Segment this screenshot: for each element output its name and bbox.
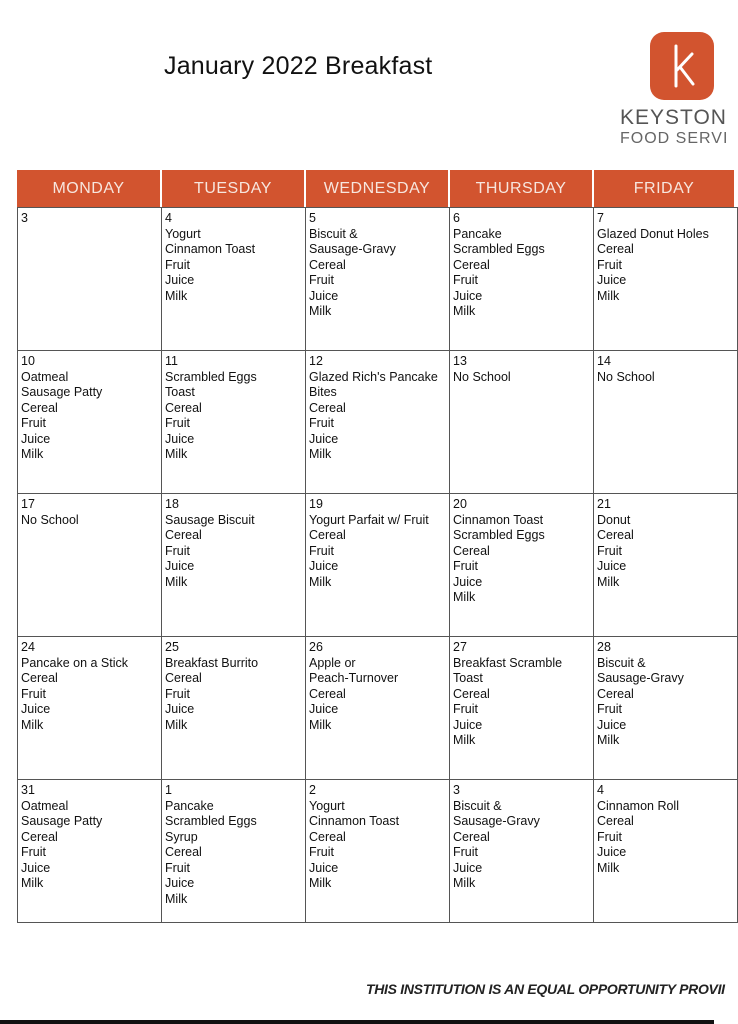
menu-item: Sausage-Gravy [309, 242, 396, 256]
menu-item: Cinnamon Toast [165, 242, 256, 256]
menu-item: Fruit [453, 559, 478, 573]
menu-item: Toast [453, 671, 483, 685]
menu-item: No School [453, 369, 511, 384]
menu-item: Cereal [453, 543, 490, 558]
logo-mark-icon [650, 32, 714, 100]
menu-item: Yogurt Parfait w/ Fruit [309, 512, 429, 527]
menu-item: Sausage-Gravy [453, 814, 540, 828]
menu-item: Cinnamon Roll [597, 798, 679, 813]
menu-item: Fruit [597, 702, 622, 716]
menu-item: Cinnamon Toast [309, 814, 400, 828]
menu-item: Milk [165, 574, 188, 589]
menu-item: No School [21, 512, 79, 527]
menu-item: Milk [21, 717, 44, 732]
menu-item: Fruit [165, 686, 190, 701]
brand-name: KEYSTON [620, 106, 727, 129]
day-number: 20 [453, 497, 467, 511]
menu-item: Cereal [309, 400, 346, 415]
menu-item: Biscuit & [597, 655, 646, 670]
menu-item: Bites [309, 385, 337, 399]
day-number: 10 [21, 354, 35, 368]
day-number: 1 [165, 783, 172, 797]
menu-item: Cinnamon Toast [453, 512, 544, 527]
page-bottom-bar [0, 1020, 714, 1024]
day-number: 4 [165, 211, 172, 225]
menu-item: Fruit [453, 845, 478, 859]
menu-item: Glazed Donut Holes [597, 226, 709, 241]
menu-item: Breakfast Burrito [165, 655, 259, 670]
menu-item: Cereal [165, 845, 202, 859]
menu-item: Fruit [597, 543, 622, 558]
menu-item: Fruit [165, 257, 190, 272]
menu-item: Cereal [21, 829, 58, 844]
menu-item: Yogurt [309, 798, 345, 813]
day-number: 6 [453, 211, 460, 225]
menu-item: Cereal [453, 829, 490, 844]
menu-item: Juice [597, 845, 627, 859]
menu-item: Cereal [597, 814, 634, 828]
menu-item: Cereal [597, 686, 634, 701]
menu-item: Fruit [21, 686, 46, 701]
day-number: 11 [165, 354, 178, 368]
menu-item: Peach-Turnover [309, 671, 399, 685]
day-cell [449, 493, 594, 637]
menu-item: Yogurt [165, 226, 201, 241]
day-cell [161, 350, 306, 494]
menu-item: Cereal [597, 242, 634, 256]
day-cell [449, 207, 594, 351]
menu-item: Milk [597, 860, 620, 875]
menu-item: Juice [165, 559, 195, 573]
menu-item: Scrambled Eggs [453, 528, 545, 542]
menu-item: Cereal [453, 257, 490, 272]
day-cell [17, 493, 162, 637]
day-cell [449, 350, 594, 494]
menu-item: Milk [165, 288, 188, 303]
menu-item: Juice [597, 717, 627, 732]
menu-item: Sausage Biscuit [165, 512, 255, 527]
day-number: 18 [165, 497, 179, 511]
menu-item: Fruit [21, 845, 46, 859]
menu-item: Milk [309, 574, 332, 589]
day-number: 28 [597, 640, 611, 654]
menu-item: Milk [309, 304, 332, 318]
menu-item: Oatmeal [21, 798, 69, 813]
menu-item: Biscuit & [453, 798, 502, 813]
menu-item: Juice [453, 288, 483, 303]
menu-item: Juice [453, 717, 483, 732]
menu-item: Juice [165, 876, 195, 890]
day-number: 14 [597, 354, 611, 368]
menu-item: Milk [309, 717, 332, 732]
menu-item: Breakfast Scramble [453, 655, 563, 670]
day-number: 25 [165, 640, 179, 654]
menu-item: Juice [165, 431, 195, 446]
menu-item: Cereal [165, 400, 202, 415]
menu-item: Fruit [597, 257, 622, 272]
menu-item: Juice [309, 860, 339, 875]
menu-item: Milk [21, 876, 44, 890]
menu-item: Glazed Rich's Pancake [309, 369, 438, 384]
day-cell [593, 350, 738, 494]
menu-item: Sausage-Gravy [597, 671, 684, 685]
menu-item: Cereal [309, 686, 346, 701]
day-number: 5 [309, 211, 316, 225]
menu-item: Juice [165, 702, 195, 716]
menu-item: Juice [165, 273, 195, 287]
menu-item: Milk [453, 876, 476, 890]
menu-item: Milk [453, 590, 476, 604]
day-number: 12 [309, 354, 323, 368]
day-cell [593, 636, 738, 780]
menu-item: Cereal [597, 528, 634, 542]
menu-item: Scrambled Eggs [165, 369, 257, 384]
day-number: 19 [309, 497, 323, 511]
day-cell [17, 350, 162, 494]
day-number: 7 [597, 211, 604, 225]
equal-opportunity-statement: THIS INSTITUTION IS AN EQUAL OPPORTUNITY PROVII [366, 981, 725, 997]
menu-item: Scrambled Eggs [453, 242, 545, 256]
menu-item: Juice [309, 702, 339, 716]
day-cell [305, 493, 450, 637]
logo-k-icon [650, 32, 714, 100]
menu-item: Milk [309, 876, 332, 890]
menu-item: Juice [453, 574, 483, 589]
menu-item: Fruit [165, 416, 190, 430]
day-number: 31 [21, 783, 35, 797]
weekday-header: TUESDAY [162, 170, 304, 207]
menu-item: Cereal [309, 829, 346, 844]
menu-item: Biscuit & [309, 226, 358, 241]
day-cell [161, 636, 306, 780]
day-number: 21 [597, 497, 611, 511]
day-cell [449, 636, 594, 780]
menu-item: Fruit [21, 416, 46, 430]
menu-item: No School [597, 369, 655, 384]
day-cell [305, 207, 450, 351]
menu-item: Juice [309, 559, 339, 573]
menu-item: Fruit [309, 273, 334, 287]
menu-item: Juice [453, 860, 483, 875]
menu-item: Fruit [453, 273, 478, 287]
menu-item: Milk [165, 891, 188, 906]
menu-item: Fruit [165, 860, 190, 875]
day-number: 13 [453, 354, 467, 368]
menu-item: Juice [597, 559, 627, 573]
menu-item: Juice [21, 702, 51, 716]
menu-item: Cereal [309, 528, 346, 542]
menu-item: Fruit [165, 543, 190, 558]
menu-item: Milk [597, 574, 620, 589]
menu-item: Cereal [165, 528, 202, 542]
menu-item: Cereal [309, 257, 346, 272]
day-number: 3 [453, 783, 460, 797]
weekday-header: FRIDAY [594, 170, 734, 207]
day-number: 3 [21, 211, 28, 225]
menu-item: Juice [21, 860, 51, 875]
menu-item: Fruit [309, 845, 334, 859]
day-cell [449, 779, 594, 923]
menu-item: Milk [165, 717, 188, 732]
menu-item: Milk [165, 447, 188, 461]
menu-item: Cereal [453, 686, 490, 701]
menu-item: Sausage Patty [21, 814, 103, 828]
day-cell [161, 779, 306, 923]
day-number: 27 [453, 640, 467, 654]
day-cell [161, 207, 306, 351]
day-number: 17 [21, 497, 35, 511]
menu-item: Pancake on a Stick [21, 655, 129, 670]
menu-item: Cereal [21, 671, 58, 685]
menu-item: Juice [309, 431, 339, 446]
menu-item: Milk [453, 304, 476, 318]
menu-item: Fruit [597, 829, 622, 844]
day-cell [593, 779, 738, 923]
brand-subtitle: FOOD SERVI [620, 130, 729, 147]
menu-item: Milk [597, 288, 620, 303]
menu-item: Cereal [165, 671, 202, 685]
menu-item: Oatmeal [21, 369, 69, 384]
menu-item: Apple or [309, 655, 356, 670]
menu-item: Milk [597, 733, 620, 747]
menu-item: Syrup [165, 829, 198, 844]
weekday-header: THURSDAY [450, 170, 592, 207]
weekday-header: MONDAY [17, 170, 160, 207]
day-number: 4 [597, 783, 604, 797]
menu-item: Pancake [165, 798, 214, 813]
day-number: 26 [309, 640, 323, 654]
day-number: 24 [21, 640, 35, 654]
menu-item: Milk [309, 447, 332, 461]
day-cell [593, 493, 738, 637]
day-cell [305, 779, 450, 923]
day-cell [17, 207, 162, 351]
menu-item: Fruit [309, 416, 334, 430]
day-cell [17, 779, 162, 923]
menu-item: Juice [21, 431, 51, 446]
weekday-header: WEDNESDAY [306, 170, 448, 207]
menu-item: Juice [597, 273, 627, 287]
day-number: 2 [309, 783, 316, 797]
menu-item: Donut [597, 512, 631, 527]
menu-item: Fruit [453, 702, 478, 716]
day-cell [305, 350, 450, 494]
page-title: January 2022 Breakfast [164, 52, 433, 80]
menu-item: Cereal [21, 400, 58, 415]
day-cell [161, 493, 306, 637]
day-cell [17, 636, 162, 780]
menu-item: Pancake [453, 226, 502, 241]
menu-item: Fruit [309, 543, 334, 558]
menu-item: Milk [453, 733, 476, 747]
day-cell [593, 207, 738, 351]
menu-item: Toast [165, 385, 195, 399]
menu-item: Scrambled Eggs [165, 814, 257, 828]
menu-item: Milk [21, 447, 44, 461]
menu-item: Juice [309, 288, 339, 303]
menu-item: Sausage Patty [21, 385, 103, 399]
day-cell [305, 636, 450, 780]
